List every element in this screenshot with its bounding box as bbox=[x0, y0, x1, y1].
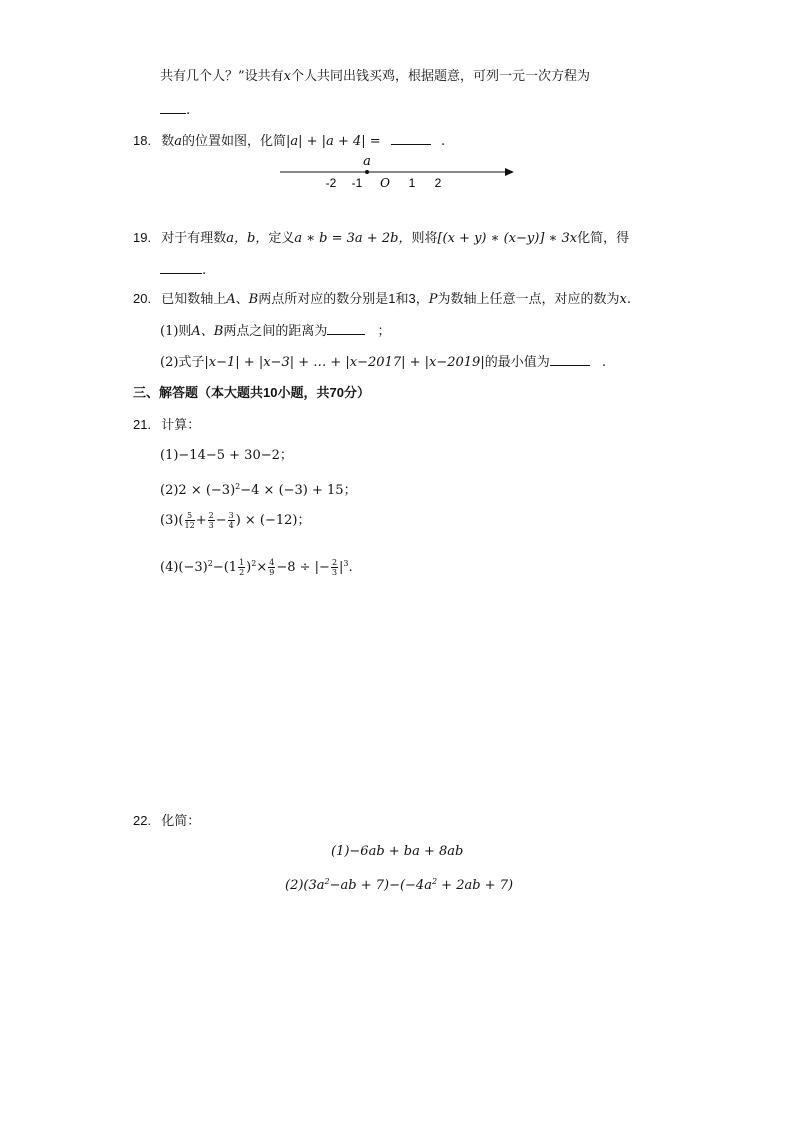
q20-point-b: B bbox=[248, 292, 259, 307]
q19-answer-line bbox=[160, 261, 206, 280]
q21-part3-frac1-den: 12 bbox=[184, 521, 195, 530]
point-a-dot bbox=[365, 170, 369, 174]
q20-value-3: 3 bbox=[408, 291, 416, 306]
q17-var-x: x bbox=[283, 69, 291, 84]
q22-line bbox=[133, 812, 200, 831]
q21-part4-exp1: 2 bbox=[207, 559, 213, 568]
section-3-title-b: 小题，共 bbox=[277, 386, 330, 401]
q21-part3-frac2 bbox=[208, 511, 215, 530]
q18-answer-blank[interactable] bbox=[391, 132, 431, 145]
q21-part3-frac3-num: 3 bbox=[228, 511, 234, 520]
q20-and: 和 bbox=[395, 292, 409, 307]
q19-text-c: 则将 bbox=[411, 231, 438, 246]
q19-line bbox=[133, 229, 629, 248]
q21-part4-exp2: 2 bbox=[251, 559, 257, 568]
q21-number: 21. bbox=[133, 417, 152, 432]
q21-part3-frac1-num: 5 bbox=[185, 511, 195, 521]
q18-end: . bbox=[440, 134, 446, 149]
q21-part4-frac1-den: 2 bbox=[239, 568, 245, 577]
q21-part4-exp3: 3 bbox=[343, 559, 349, 568]
q20-comma: ， bbox=[415, 292, 429, 307]
q21-part4-times: × bbox=[256, 560, 268, 575]
q19-definition: a ∗ b = 3a + 2b， bbox=[294, 231, 412, 246]
section-3-title-a: 三、解答题（本大题共 bbox=[133, 386, 264, 401]
q22-part2-b: −ab + 7)−(−4a bbox=[329, 878, 432, 893]
q19-text-b: 定义 bbox=[268, 231, 295, 246]
q19-answer-blank[interactable] bbox=[160, 261, 202, 274]
q20-part2-b: 的最小值为 bbox=[484, 355, 550, 370]
tick-label-origin: O bbox=[380, 176, 390, 190]
q21-part4-frac2-den: 9 bbox=[269, 568, 275, 577]
q19-text-a: 对于有理数 bbox=[161, 231, 227, 246]
q22-part2-a: (2)(3a bbox=[285, 878, 325, 893]
q20-part2-expression: |x−1| + |x−3| + … + |x−2017| + |x−2019| bbox=[204, 355, 485, 370]
q20-part2-a: (2)式子 bbox=[160, 355, 205, 370]
q20-part1-end: ； bbox=[377, 324, 391, 339]
q21-part4-end: . bbox=[348, 560, 353, 575]
q21-line bbox=[133, 416, 200, 435]
q21-part3-frac3-den: 4 bbox=[228, 521, 234, 530]
q21-part4-b: −(1 bbox=[212, 560, 238, 575]
q17-text-b: 个人共同出钱买鸡，根据题意，可列一元一次方程为 bbox=[291, 69, 591, 84]
q20-separator: 、 bbox=[235, 292, 249, 307]
q21-part3-frac2-num: 2 bbox=[208, 511, 214, 520]
q21-part4-frac1-num: 1 bbox=[239, 558, 245, 567]
q20-text-c: 为数轴上任意一点，对应的数为 bbox=[437, 292, 620, 307]
q20-text-b: 两点所对应的数分别是 bbox=[258, 292, 389, 307]
q21-part2-exponent: 2 bbox=[235, 482, 241, 491]
q17-end: . bbox=[186, 103, 191, 118]
q21-part4 bbox=[160, 555, 353, 577]
section-3-heading bbox=[133, 384, 370, 403]
tick-label-1: 1 bbox=[408, 176, 416, 190]
q21-part4-frac3 bbox=[331, 558, 338, 577]
section-3-score: 70 bbox=[329, 385, 344, 400]
q17-text-a: 共有几个人？”设共有 bbox=[160, 69, 284, 84]
q20-part1-points: A、B bbox=[191, 324, 224, 339]
q21-part4-frac2-num: 4 bbox=[269, 558, 275, 567]
tick-label-neg1: -1 bbox=[351, 176, 363, 190]
q22-part2-c: + 2ab + 7) bbox=[437, 878, 514, 893]
q20-part1 bbox=[160, 322, 391, 341]
q19-expression: [(x + y) ∗ (x−y)] ∗ 3x bbox=[437, 231, 578, 246]
q21-part4-frac3-num: 2 bbox=[331, 558, 338, 567]
q21-part3 bbox=[160, 511, 311, 530]
q21-part3-frac3 bbox=[228, 511, 235, 530]
q21-part3-plus: + bbox=[195, 513, 207, 528]
q21-part4-frac3-den: 3 bbox=[331, 568, 338, 577]
q17-answer-line bbox=[160, 101, 190, 120]
q20-text-a: 已知数轴上 bbox=[161, 292, 227, 307]
q21-part3-frac1 bbox=[185, 511, 195, 530]
number-line-arrow bbox=[505, 168, 514, 176]
q19-end: . bbox=[202, 263, 207, 278]
q22-number: 22. bbox=[133, 813, 152, 828]
point-a-label: a bbox=[363, 154, 371, 169]
q21-part4-frac1 bbox=[238, 558, 245, 577]
q20-part2-end: . bbox=[601, 355, 606, 370]
q20-point-p: P bbox=[428, 292, 438, 307]
q20-part1-a: (1)则 bbox=[160, 324, 192, 339]
section-3-count: 10 bbox=[263, 385, 278, 400]
q21-title: 计算： bbox=[161, 418, 201, 433]
q17-answer-blank[interactable] bbox=[160, 101, 186, 114]
q18-number: 18. bbox=[133, 133, 152, 148]
q22-part1: (1)−6ab + ba + 8ab bbox=[331, 844, 464, 859]
q22-title: 化简： bbox=[161, 814, 201, 829]
q20-var-x: x bbox=[619, 292, 627, 307]
q21-part4-frac2 bbox=[268, 558, 275, 577]
tick-label-neg2: -2 bbox=[325, 176, 337, 190]
q22-part2-exp2: 2 bbox=[431, 877, 438, 886]
q19-number: 19. bbox=[133, 230, 152, 245]
q21-part2-a: (2)2 × (−3) bbox=[160, 483, 236, 498]
q21-part3-minus: − bbox=[215, 513, 227, 528]
q18-var-a: a bbox=[174, 134, 182, 149]
q18-line bbox=[133, 132, 445, 151]
q20-part1-blank[interactable] bbox=[327, 322, 365, 335]
tick-label-2: 2 bbox=[434, 176, 442, 190]
q17-line bbox=[160, 68, 590, 86]
q21-part3-frac2-den: 3 bbox=[208, 521, 214, 530]
q20-part2 bbox=[160, 353, 606, 372]
q20-end: . bbox=[626, 292, 631, 307]
q20-point-a: A bbox=[226, 292, 236, 307]
q18-text-a: 数 bbox=[161, 134, 175, 149]
q20-number: 20. bbox=[133, 291, 152, 306]
q18-expression: |a| + |a + 4| = bbox=[286, 134, 381, 149]
q19-vars: a，b， bbox=[226, 231, 269, 246]
q21-part3-b: ) × (−12)； bbox=[235, 513, 311, 528]
q21-part2 bbox=[160, 478, 357, 500]
q21-part1: (1)−14−5 + 30−2； bbox=[160, 448, 293, 463]
q19-text-d: 化简，得 bbox=[577, 231, 630, 246]
q20-value-1: 1 bbox=[388, 291, 396, 306]
q20-line bbox=[133, 290, 631, 309]
q22-part2 bbox=[285, 873, 513, 895]
q21-part2-b: −4 × (−3) + 15； bbox=[240, 483, 357, 498]
q21-part4-d: −8 ÷ |− bbox=[276, 560, 330, 575]
q21-part4-e: | bbox=[339, 560, 344, 575]
section-3-title-c: 分） bbox=[343, 386, 370, 401]
q21-part4-a: (4)(−3) bbox=[160, 560, 208, 575]
q21-part4-c: ) bbox=[246, 560, 252, 575]
q22-part2-exp1: 2 bbox=[324, 877, 330, 886]
q20-part2-blank[interactable] bbox=[550, 353, 590, 366]
q21-part3-a: (3)( bbox=[160, 513, 184, 528]
q20-part1-c: 两点之间的距离为 bbox=[223, 324, 328, 339]
q18-text-b: 的位置如图，化简 bbox=[182, 134, 287, 149]
number-line-figure bbox=[278, 152, 518, 194]
